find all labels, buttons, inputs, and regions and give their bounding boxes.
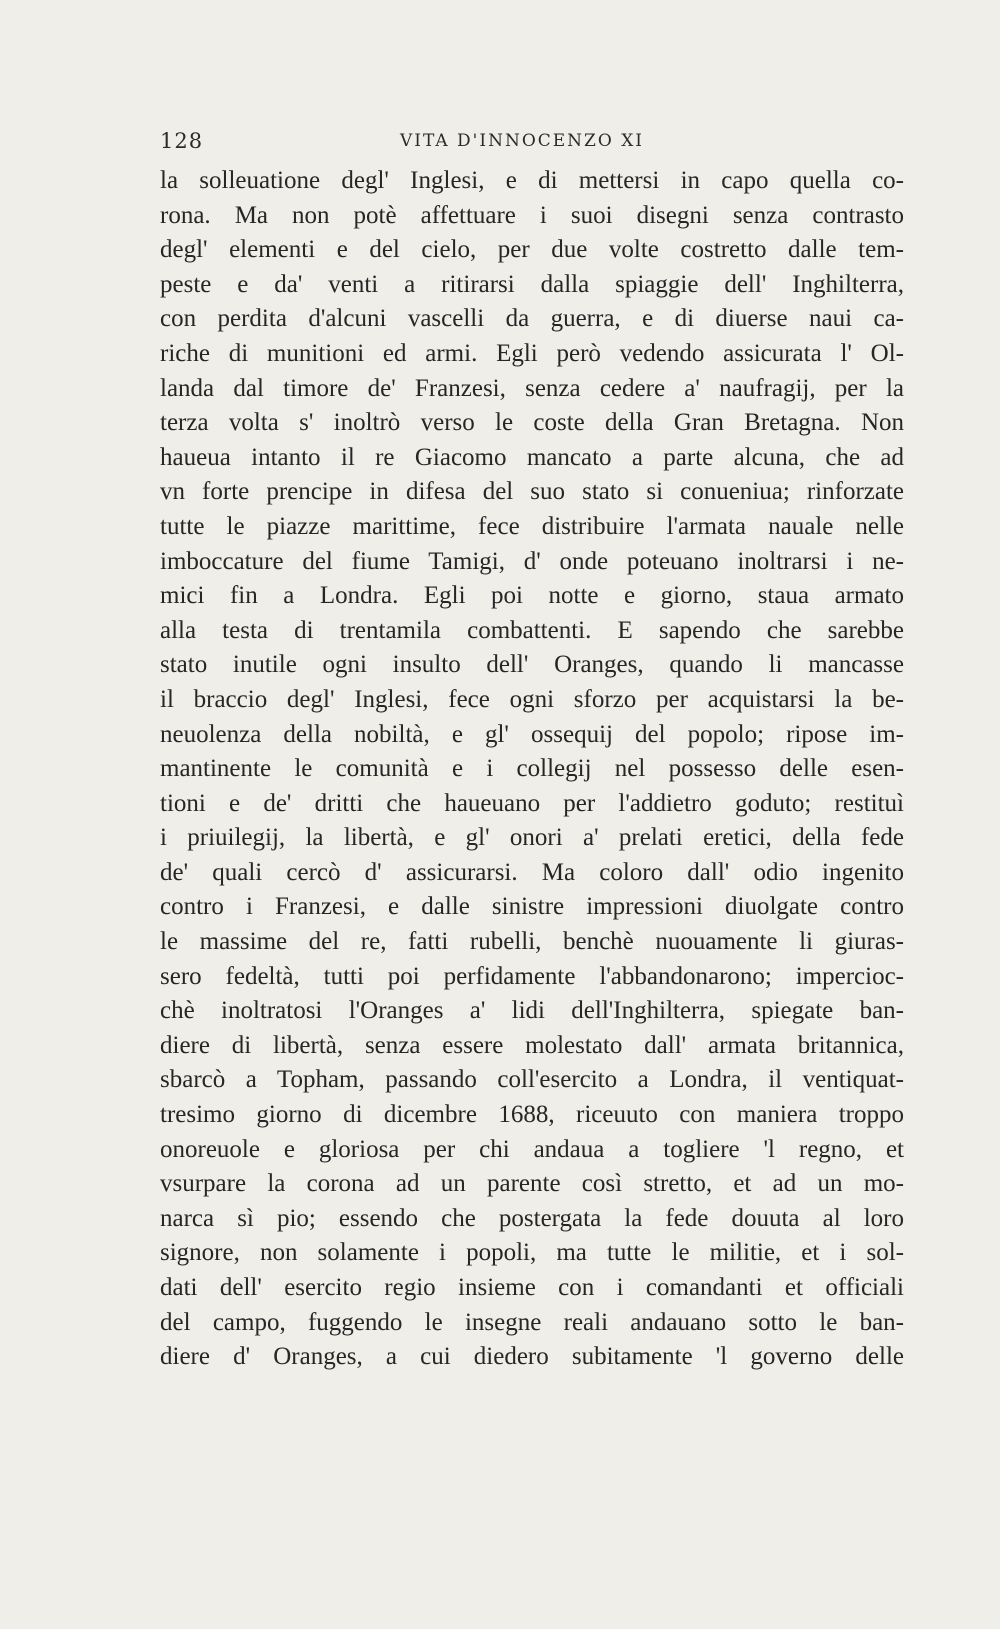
page-number: 128 [160,129,204,153]
text-line: mantinente le comunità e i collegij nel possesso delle esen- [160,755,904,783]
text-line: rona. Ma non potè affettuare i suoi disegni senza contrasto [160,201,904,229]
text-line: diere di libertà, senza essere molestato dall' armata britannica, [160,1031,904,1059]
text-line: dati dell' esercito regio insieme con i comandanti et officiali [160,1274,904,1301]
text-line: sbarcò a Topham, passando coll'esercito a Londra, il ventiquat- [160,1066,904,1094]
page-header [160,129,884,159]
text-line: degl' elementi e del cielo, per due volte costretto dalle tem- [160,236,904,264]
text-line: tutte le piazze marittime, fece distribuire l'armata nauale nelle [160,512,904,540]
text-line: terza volta s' inoltrò verso le coste della Gran Bretagna. Non [160,409,904,437]
text-line: stato inutile ogni insulto dell' Oranges, quando li mancasse [160,651,904,679]
text-line: tioni e de' dritti che haueuano per l'addietro goduto; restituì [160,789,904,817]
text-line: chè inoltratosi l'Oranges a' lidi dell'Inghilterra, spiegate ban- [160,997,904,1025]
text-line: landa dal timore de' Franzesi, senza cedere a' naufragij, per la [160,374,904,402]
text-line: peste e da' venti a ritirarsi dalla spiaggie dell' Inghilterra, [160,270,904,298]
text-line: riche di munitioni ed armi. Egli però vedendo assicurata l' Ol- [160,339,904,367]
running-title: VITA D'INNOCENZO XI [399,131,645,151]
text-line: contro i Franzesi, e dalle sinistre impressioni diuolgate contro [160,893,904,921]
text-line: tresimo giorno di dicembre 1688, riceuuto con maniera troppo [160,1101,904,1129]
text-line: de' quali cercò d' assicurarsi. Ma coloro dall' odio ingenito [160,858,904,886]
text-line: del campo, fuggendo le insegne reali andauano sotto le ban- [160,1308,904,1336]
text-line: signore, non solamente i popoli, ma tutte le militie, et i sol- [160,1239,904,1267]
text-line: narca sì pio; essendo che postergata la fede douuta al loro [160,1204,904,1232]
text-line: diere d' Oranges, a cui diedero subitamente 'l governo delle [160,1343,904,1371]
text-line: alla testa di trentamila combattenti. E sapendo che sarebbe [160,616,904,644]
text-line: vn forte prencipe in difesa del suo stato si conueniua; rinforzate [160,478,904,506]
text-line: con perdita d'alcuni vascelli da guerra, e di diuerse naui ca- [160,305,904,333]
text-line: il braccio degl' Inglesi, fece ogni sforzo per acquistarsi la be- [160,685,904,713]
text-line: haueua intanto il re Giacomo mancato a parte alcuna, che ad [160,443,904,471]
text-line: neuolenza della nobiltà, e gl' ossequij del popolo; ripose im- [160,720,904,748]
text-line: la solleuatione degl' Inglesi, e di mettersi in capo quella co- [160,167,904,194]
text-line: sero fedeltà, tutti poi perfidamente l'abbandonarono; impercioc- [160,962,904,990]
text-line: imboccature del fiume Tamigi, d' onde poteuano inoltrarsi i ne- [160,547,904,575]
text-line: i priuilegij, la libertà, e gl' onori a' prelati eretici, della fede [160,824,904,852]
text-line: le massime del re, fatti rubelli, benchè nuouamente li giuras- [160,928,904,956]
text-line: onoreuole e gloriosa per chi andaua a togliere 'l regno, et [160,1135,904,1163]
body-text [160,164,904,1375]
text-line: vsurpare la corona ad un parente così stretto, et ad un mo- [160,1170,904,1198]
text-line: mici fin a Londra. Egli poi notte e giorno, staua armato [160,582,904,610]
